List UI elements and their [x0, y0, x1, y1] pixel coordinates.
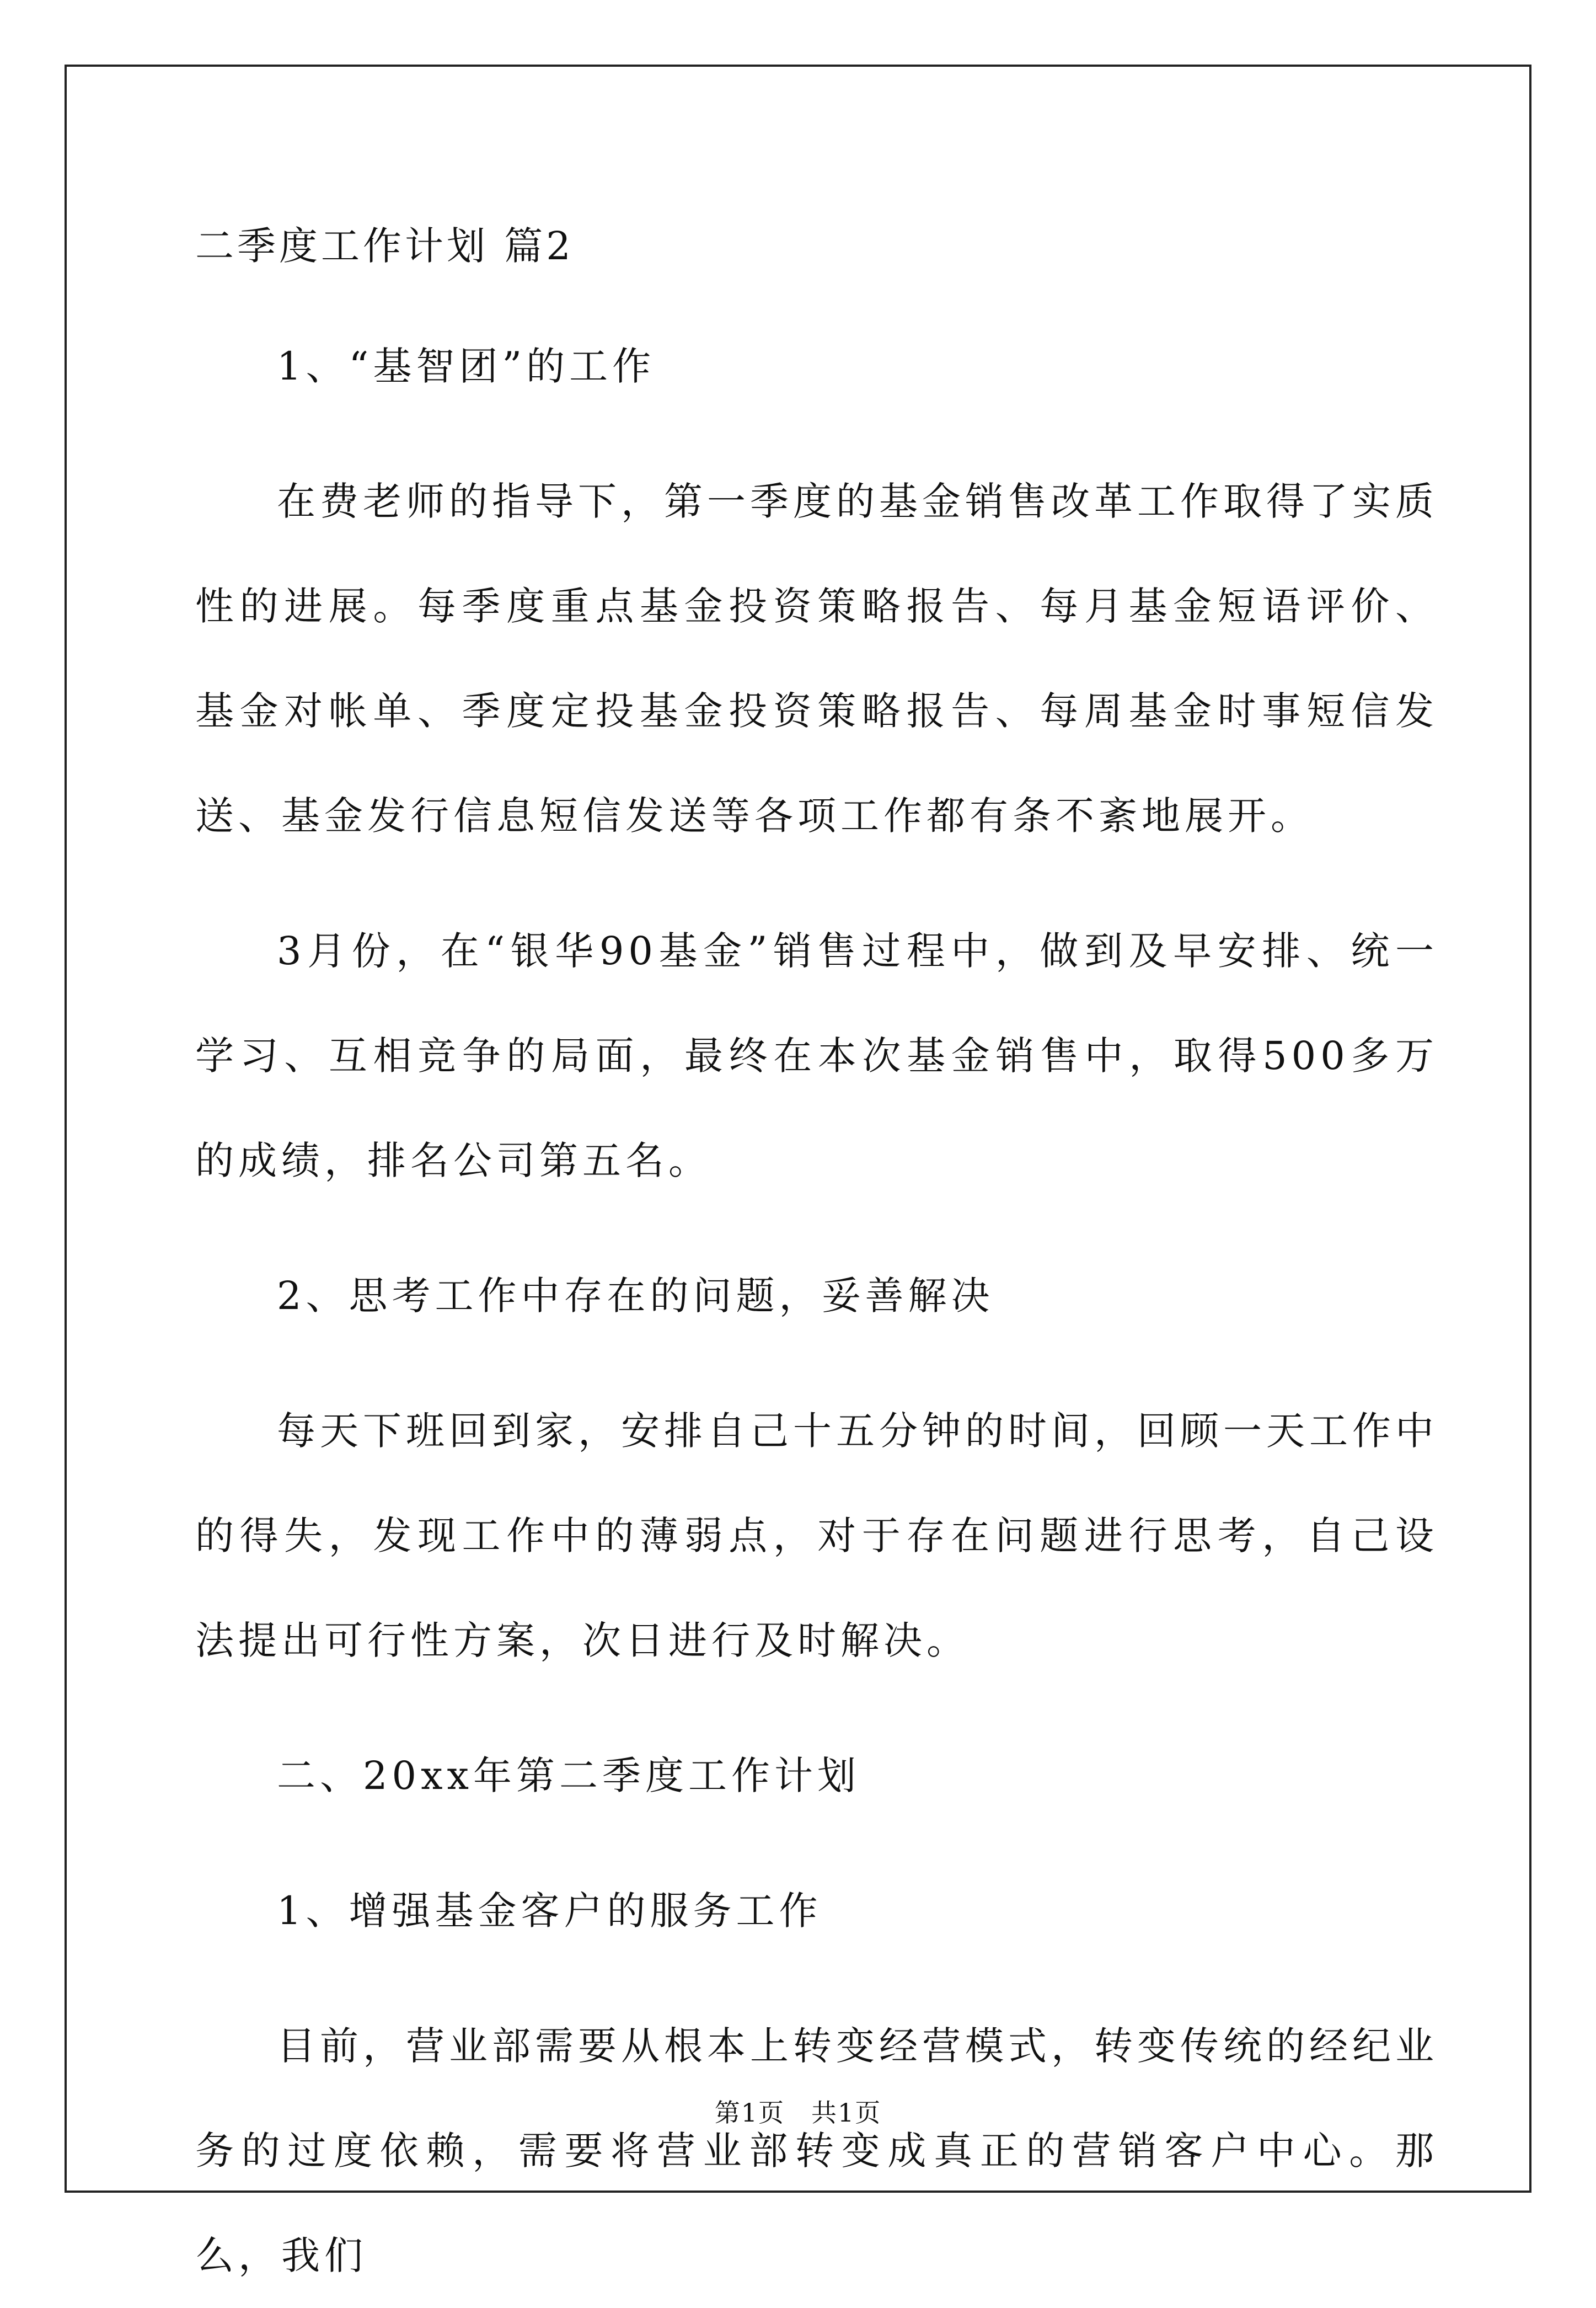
document-title: 二季度工作计划 篇2 — [195, 223, 574, 269]
section-heading-2: 2、思考工作中存在的问题，妥善解决 — [277, 1273, 994, 1318]
paragraph-3: 每天下班回到家，安排自己十五分钟的时间，回顾一天工作中的得失，发现工作中的薄弱点，对于存在问题进行思考，自己设法提出可行性方案，次日进行及时解决。 — [195, 1408, 1438, 1663]
paragraph-2: 3月份，在“银华90基金”销售过程中，做到及早安排、统一学习、互相竞争的局面，最终在本次基金销售中，取得500多万的成绩，排名公司第五名。 — [195, 928, 1438, 1183]
page-total: 共1页 — [811, 2098, 882, 2128]
section-heading-3: 二、20xx年第二季度工作计划 — [277, 1753, 861, 1798]
paragraph-4: 目前，营业部需要从根本上转变经营模式，转变传统的经纪业务的过度依赖，需要将营业部转变成真正的营销客户中心。那么，我们 — [195, 2023, 1438, 2278]
document-body — [195, 209, 1438, 2308]
section-heading-4: 1、增强基金客户的服务工作 — [277, 1888, 822, 1933]
section-heading-1: 1、“基智团”的工作 — [277, 344, 656, 389]
page-number: 第1页 — [714, 2098, 785, 2128]
paragraph-1: 在费老师的指导下，第一季度的基金销售改革工作取得了实质性的进展。每季度重点基金投资策略报告、每月基金短语评价、基金对帐单、季度定投基金投资策略报告、每周基金时事短信发送、基金发行信息短信发送等各项工作都有条不紊地展开。 — [195, 479, 1438, 838]
page-footer — [0, 2096, 1596, 2129]
